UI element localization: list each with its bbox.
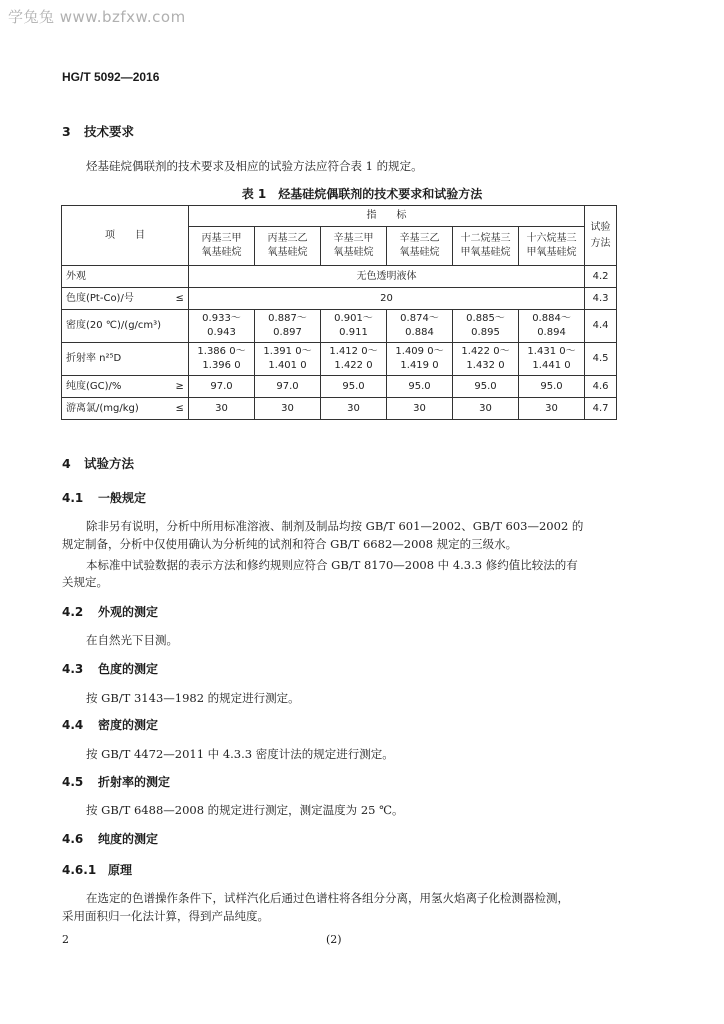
table-row (62, 266, 617, 288)
table-row (62, 343, 617, 376)
value-line1: 1.422 0～ (461, 346, 510, 357)
value-line2: 0.897 (273, 327, 302, 338)
row-item: 密度(20 ℃)/(g/cm³) (62, 310, 189, 343)
section-title: 技术要求 (84, 124, 135, 139)
value-line2: 1.432 0 (466, 360, 505, 371)
value-line2: 0.895 (471, 327, 500, 338)
value-cell (519, 310, 585, 343)
product-name-line2: 氧基硅烷 (333, 247, 374, 258)
subsection-title: 原理 (108, 863, 133, 877)
row-item: 纯度(GC)/% (62, 376, 172, 398)
subsection-number: 4.4 (62, 718, 84, 732)
value-line1: 1.391 0～ (263, 346, 312, 357)
value-line1: 0.884～ (532, 313, 571, 324)
value-cell (255, 343, 321, 376)
value-cell: 97.0 (189, 376, 255, 398)
row-item: 游离氯/(mg/kg) (62, 398, 172, 420)
subsection-4-6-1-heading (62, 861, 132, 878)
value-cell (453, 310, 519, 343)
value-cell: 30 (387, 398, 453, 420)
product-name-line2: 甲氧基硅烷 (460, 247, 511, 258)
row-method: 4.3 (585, 288, 617, 310)
product-name-line2: 氧基硅烷 (267, 247, 308, 258)
standard-code: HG/T 5092—2016 (62, 70, 160, 84)
value-cell (387, 310, 453, 343)
subsection-number: 4.6.1 (62, 863, 97, 877)
subsection-4-4-heading (62, 716, 158, 733)
subsection-4-3-heading (62, 660, 158, 677)
paragraph: 在自然光下目测。 (86, 633, 178, 647)
value-line1: 1.386 0～ (197, 346, 246, 357)
watermark: 学兔兔 www.bzfxw.com (8, 8, 186, 26)
row-item: 折射率 n²⁵D (62, 343, 189, 376)
header-method-label: 试验方法 (590, 221, 611, 249)
header-indicator: 指 标 (189, 206, 585, 227)
row-qualifier: ≤ (172, 398, 189, 420)
paragraph: 在选定的色谱操作条件下，试样汽化后通过色谱柱将各组分分离，用氢火焰离子化检测器检测， (86, 891, 569, 905)
subsection-title: 色度的测定 (98, 662, 159, 676)
paragraph: 规定制备，分析中仅使用确认为分析纯的试剂和符合 GB/T 6682—2008 规定的三级水。 (62, 537, 518, 551)
value-line1: 0.901～ (334, 313, 373, 324)
value-line2: 0.884 (405, 327, 434, 338)
subsection-number: 4.3 (62, 662, 84, 676)
row-method: 4.5 (585, 343, 617, 376)
subsection-title: 折射率的测定 (98, 775, 171, 789)
value-cell: 95.0 (387, 376, 453, 398)
paragraph: 除非另有说明，分析中所用标准溶液、制剂及制品均按 GB/T 601—2002、GB/T 603—2002 的 (86, 519, 584, 533)
value-cell (453, 343, 519, 376)
value-cell: 95.0 (321, 376, 387, 398)
value-line2: 1.419 0 (400, 360, 439, 371)
product-name-line2: 甲氧基硅烷 (526, 247, 577, 258)
table-row (62, 376, 617, 398)
product-name-line1: 丙基三甲 (201, 233, 242, 244)
subsection-title: 密度的测定 (98, 718, 159, 732)
row-qualifier: ≥ (172, 376, 189, 398)
row-method: 4.4 (585, 310, 617, 343)
value-cell (387, 343, 453, 376)
value-cell: 95.0 (519, 376, 585, 398)
table-caption: 表 1 烃基硅烷偶联剂的技术要求和试验方法 (241, 187, 483, 201)
product-name-line1: 十二烷基三 (460, 233, 511, 244)
value-cell (321, 343, 387, 376)
value-line2: 1.441 0 (532, 360, 571, 371)
spec-table (61, 205, 617, 420)
section-4-heading (62, 454, 134, 472)
value-line1: 0.933～ (202, 313, 241, 324)
section-3-intro: 烃基硅烷偶联剂的技术要求及相应的试验方法应符合表 1 的规定。 (86, 159, 423, 173)
value-line1: 0.887～ (268, 313, 307, 324)
value-cell: 30 (519, 398, 585, 420)
subsection-4-1-heading (62, 489, 146, 506)
row-method: 4.6 (585, 376, 617, 398)
paragraph: 按 GB/T 3143—1982 的规定进行测定。 (86, 691, 300, 705)
page-number: 2 (62, 933, 69, 946)
product-name-line1: 辛基三甲 (333, 233, 374, 244)
section-number: 3 (62, 124, 71, 139)
row-merged-value: 20 (189, 288, 585, 310)
value-line2: 1.422 0 (334, 360, 373, 371)
subsection-title: 一般规定 (98, 491, 147, 505)
product-header (453, 227, 519, 266)
row-qualifier: ≤ (172, 288, 189, 310)
row-item: 色度(Pt-Co)/号 (62, 288, 172, 310)
value-line1: 0.885～ (466, 313, 505, 324)
product-name-line1: 十六烷基三 (526, 233, 577, 244)
subsection-4-6-heading (62, 830, 158, 847)
value-line2: 0.894 (537, 327, 566, 338)
product-header (519, 227, 585, 266)
value-cell: 97.0 (255, 376, 321, 398)
paragraph: 本标准中试验数据的表示方法和修约规则应符合 GB/T 8170—2008 中 4.3.3 修约值比较法的有 (86, 558, 578, 572)
subsection-4-2-heading (62, 603, 158, 620)
value-line2: 1.401 0 (268, 360, 307, 371)
table-row (62, 310, 617, 343)
value-line1: 1.431 0～ (527, 346, 576, 357)
section-number: 4 (62, 456, 71, 471)
product-header (255, 227, 321, 266)
row-item: 外观 (62, 266, 189, 288)
value-cell (519, 343, 585, 376)
value-cell: 30 (255, 398, 321, 420)
row-method: 4.2 (585, 266, 617, 288)
value-cell: 30 (189, 398, 255, 420)
paragraph: 按 GB/T 4472—2011 中 4.3.3 密度计法的规定进行测定。 (86, 747, 394, 761)
section-title: 试验方法 (84, 456, 135, 471)
value-line2: 0.943 (207, 327, 236, 338)
value-cell (321, 310, 387, 343)
subsection-number: 4.2 (62, 605, 84, 619)
value-line1: 1.409 0～ (395, 346, 444, 357)
subsection-number: 4.1 (62, 491, 84, 505)
product-name-line2: 氧基硅烷 (201, 247, 242, 258)
product-name-line1: 丙基三乙 (267, 233, 308, 244)
paragraph: 采用面积归一化法计算，得到产品纯度。 (62, 909, 269, 923)
product-name-line1: 辛基三乙 (399, 233, 440, 244)
subsection-number: 4.5 (62, 775, 84, 789)
header-item: 项 目 (62, 206, 189, 266)
row-method: 4.7 (585, 398, 617, 420)
value-cell: 30 (321, 398, 387, 420)
value-cell (189, 343, 255, 376)
value-line2: 0.911 (339, 327, 368, 338)
value-line1: 0.874～ (400, 313, 439, 324)
subsection-number: 4.6 (62, 832, 84, 846)
paragraph: 关规定。 (62, 575, 108, 589)
subsection-title: 纯度的测定 (98, 832, 159, 846)
value-cell: 95.0 (453, 376, 519, 398)
value-line1: 1.412 0～ (329, 346, 378, 357)
page-mark: (2) (326, 933, 342, 946)
product-header (387, 227, 453, 266)
value-cell (189, 310, 255, 343)
subsection-title: 外观的测定 (98, 605, 159, 619)
table-row (62, 288, 617, 310)
row-merged-value: 无色透明液体 (189, 266, 585, 288)
subsection-4-5-heading (62, 773, 170, 790)
value-cell: 30 (453, 398, 519, 420)
header-method (585, 206, 617, 266)
section-3-heading (62, 122, 134, 140)
product-header (321, 227, 387, 266)
product-header (189, 227, 255, 266)
value-cell (255, 310, 321, 343)
paragraph: 按 GB/T 6488—2008 的规定进行测定，测定温度为 25 ℃。 (86, 803, 404, 817)
value-line2: 1.396 0 (202, 360, 241, 371)
table-row (62, 398, 617, 420)
product-name-line2: 氧基硅烷 (399, 247, 440, 258)
